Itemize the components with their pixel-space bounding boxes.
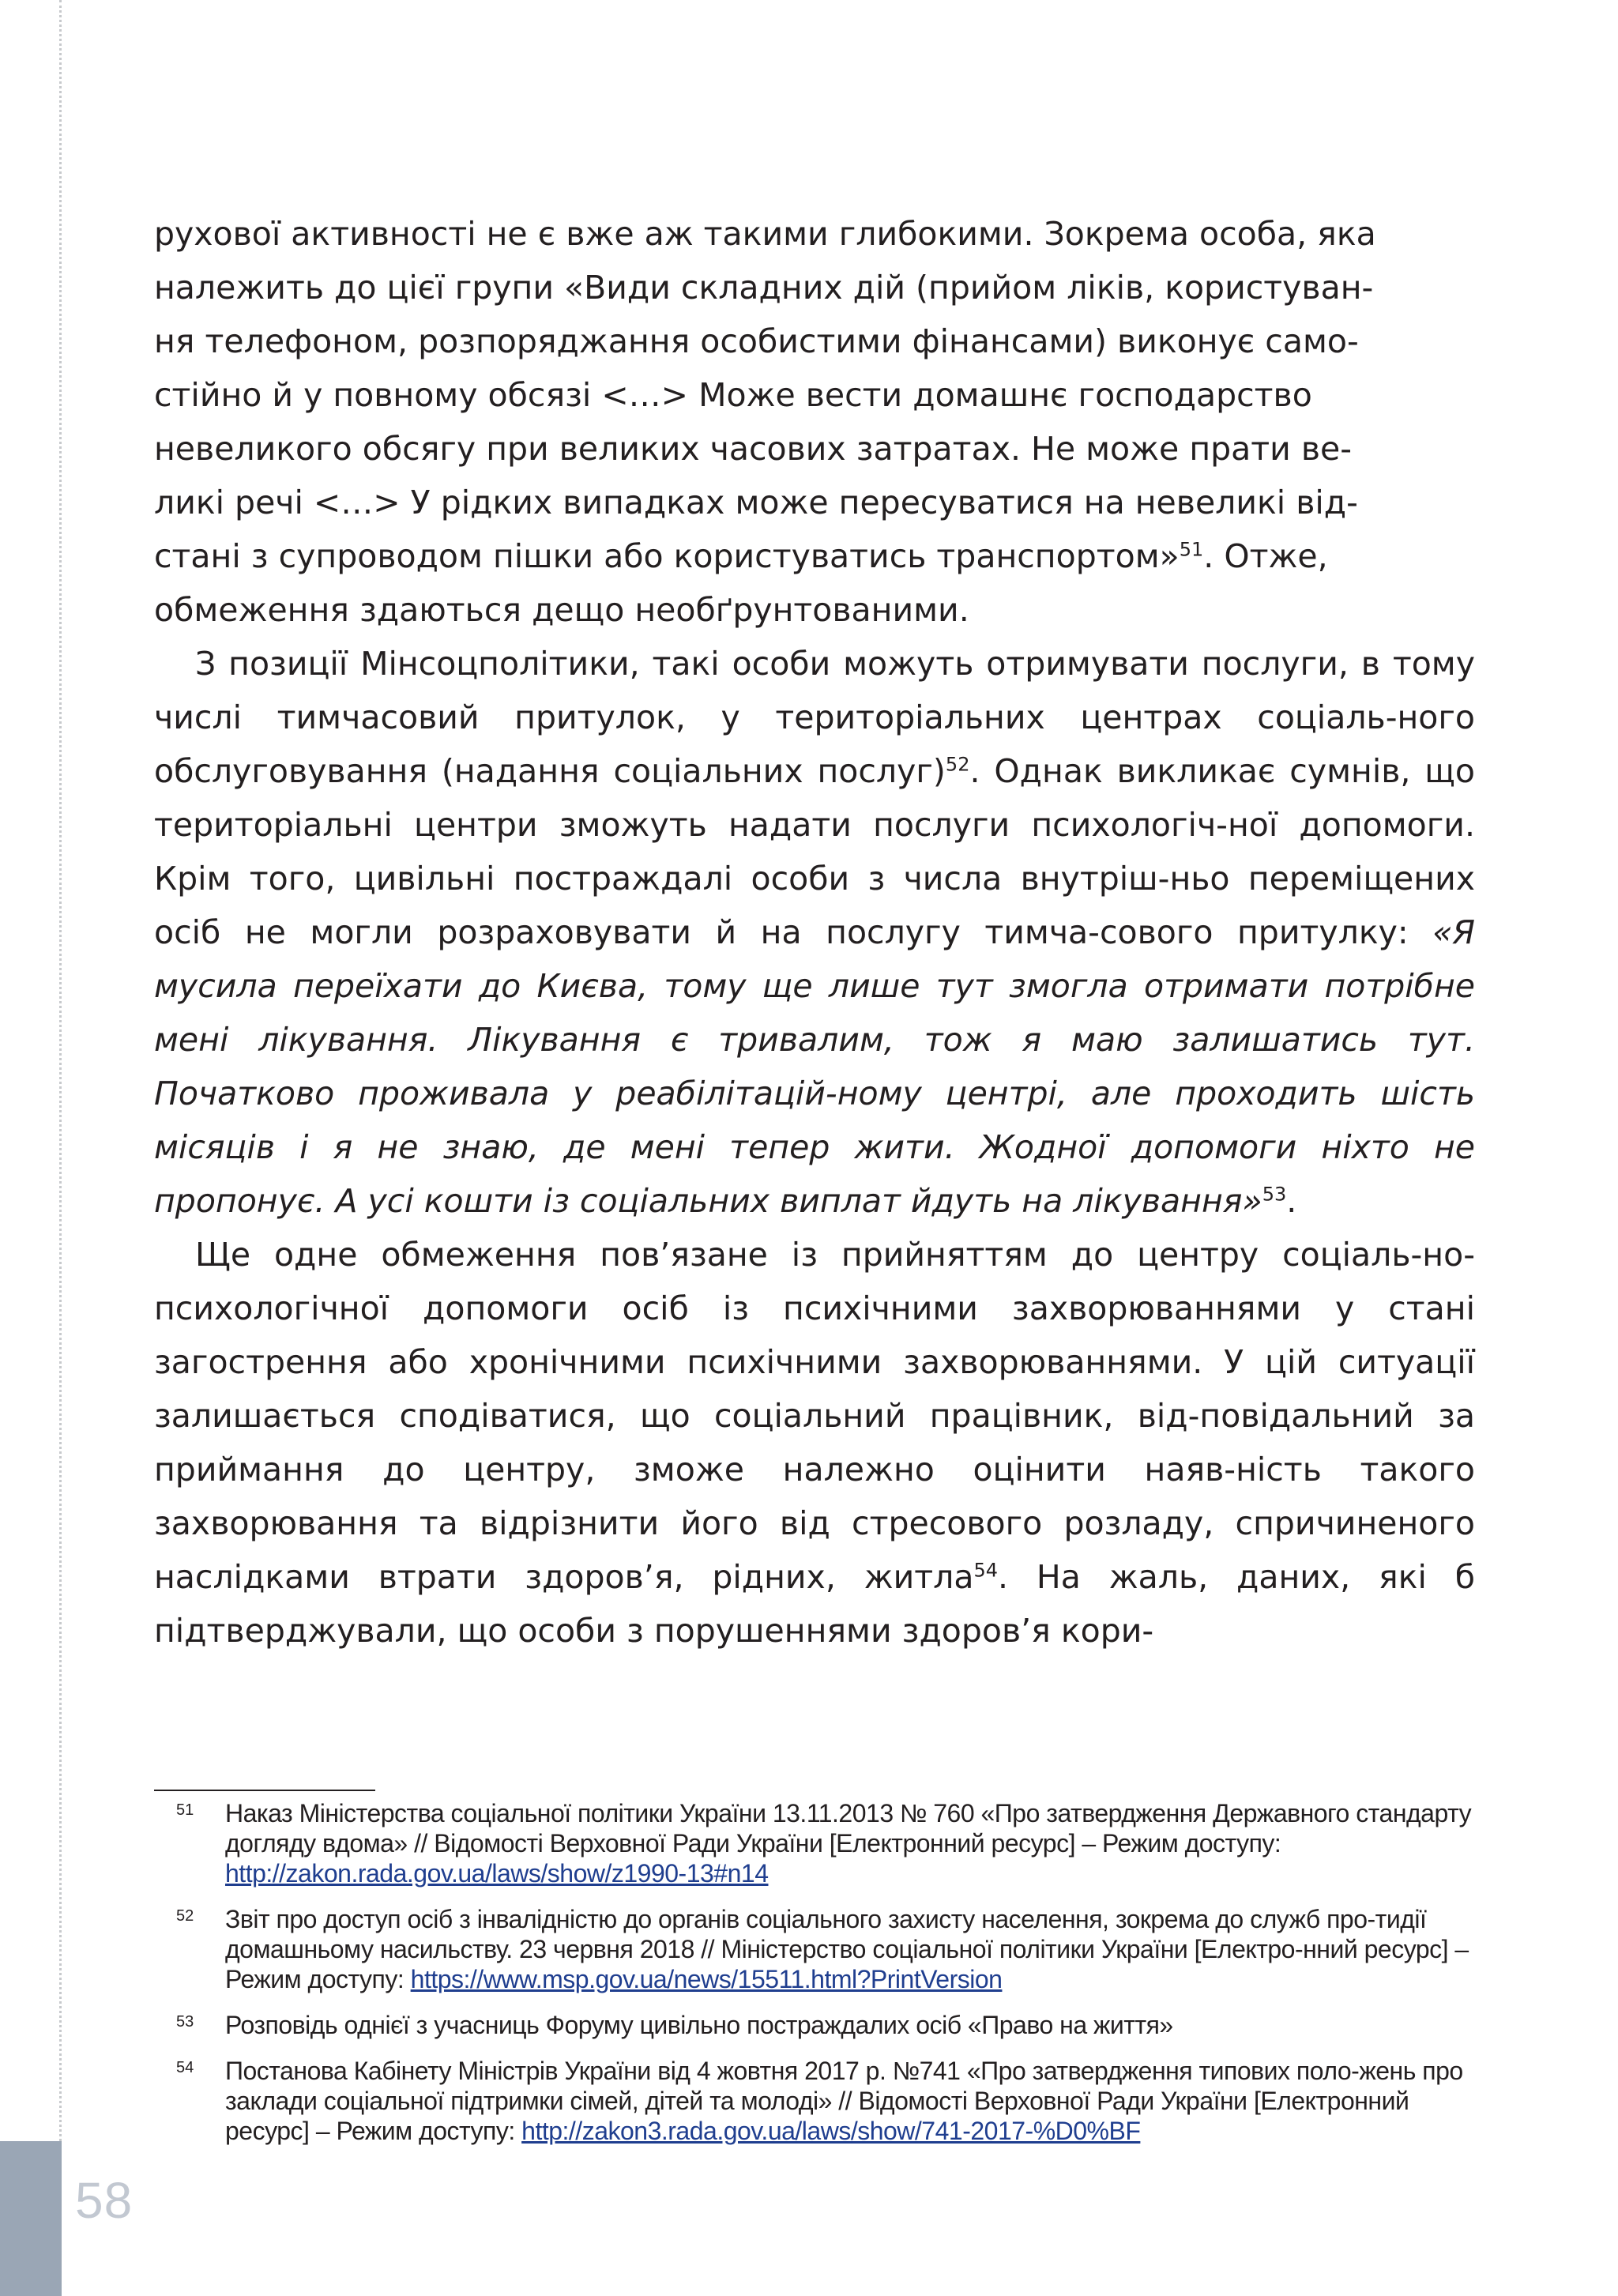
footnote-51 (154, 1798, 1475, 1888)
paragraph-2 (154, 637, 1475, 1228)
footnotes (154, 1798, 1475, 2162)
page-number: 58 (75, 2172, 134, 2229)
footnote-body: Постанова Кабінету Міністрів України від 4 жовтня 2017 р. №741 «Про затвердження типових поло-жень про заклади соціальної підтримки сімей, дітей та молоді» // Відомості Верховної Ради України [Електронний ресурс] – Режим доступу: (225, 2057, 1463, 2145)
footnote-ref-53[interactable]: 53 (1262, 1183, 1287, 1206)
footnote-link[interactable]: http://zakon.rada.gov.ua/laws/show/z1990-13#n14 (225, 1859, 769, 1888)
body-text (154, 207, 1475, 1658)
paragraph-text: . Однак викликає сумнів, що територіальні центри зможуть надати послуги психологіч-ної допомоги. Крім того, цивільні постраждалі особи з числа внутріш-ньо переміщених осіб не могли розраховувати й на послугу тимча-сового притулку: (154, 752, 1476, 951)
footnote-number: 53 (176, 2013, 194, 2031)
footnote-body: Звіт про доступ осіб з інвалідністю до органів соціального захисту населення, зокрема до служб про-тидії домашньому насильству. 23 червня 2018 // Міністерство соціальної політики України [Електро-нний ресурс] – Режим доступу: (225, 1905, 1469, 1993)
footnote-53 (154, 2010, 1475, 2040)
text-line: ня телефоном, розпоряджання особистими фінансами) виконує само- (154, 322, 1359, 360)
footnote-ref-54[interactable]: 54 (973, 1559, 999, 1582)
footnote-link[interactable]: https://www.msp.gov.ua/news/15511.html?PrintVersion (410, 1965, 1003, 1993)
footnote-52 (154, 1904, 1475, 1994)
paragraph-text: . (1286, 1182, 1297, 1220)
footnote-separator (154, 1790, 375, 1791)
testimony-quote: «Я мусила переїхати до Києва, тому ще лише тут змогла отримати потрібне мені лікування. Лікування є тривалим, тож я маю залишатись тут. Початково проживала у реабілітацій-ному центрі, але проходить шість місяців і я не знаю, де мені тепер жити. Жодної допомоги ніхто не пропонує. А усі кошти із соціальних виплат йдуть на лікування» (154, 913, 1475, 1220)
paragraph-3 (154, 1228, 1475, 1658)
text-line: обмеження здаються дещо необґрунтованими. (154, 591, 969, 629)
footnote-text (225, 1798, 1475, 1888)
footnote-ref-52[interactable]: 52 (945, 753, 970, 776)
text-line: ликі речі <…> У рідких випадках може пересуватися на невеликі від- (154, 484, 1358, 521)
footnote-54 (154, 2056, 1475, 2146)
text-line: рухової активності не є вже аж такими глибокими. Зокрема особа, яка (154, 215, 1376, 253)
paragraph-text: З позиції Мінсоцполітики, такі особи можуть отримувати послуги, в тому числі тимчасовий притулок, у територіальних центрах соціаль-ного обслуговування (надання соціальних послуг) (154, 645, 1475, 790)
text-line: . Отже, (1203, 537, 1328, 575)
margin-color-band (0, 2141, 62, 2296)
footnote-number: 52 (176, 1907, 194, 1925)
text-line: невеликого обсягу при великих часових затратах. Не може прати ве- (154, 430, 1353, 468)
text-line: стійно й у повному обсязі <…> Може вести домашнє господарство (154, 376, 1312, 414)
footnote-body: Розповідь однієї з учасниць Форуму цивільно постраждалих осіб «Право на життя» (225, 2011, 1173, 2039)
paragraph-1 (154, 207, 1475, 637)
paragraph-text: . На жаль, даних, які б підтверджували, що особи з порушеннями здоров’я кори- (154, 1558, 1475, 1650)
footnote-ref-51[interactable]: 51 (1179, 538, 1204, 561)
footnote-text (225, 2010, 1475, 2040)
footnote-text (225, 2056, 1475, 2146)
text-line: належить до цієї групи «Види складних дій (прийом ліків, користуван- (154, 269, 1374, 307)
footnote-link[interactable]: http://zakon3.rada.gov.ua/laws/show/741-2017-%D0%BF (521, 2117, 1141, 2145)
footnote-text (225, 1904, 1475, 1994)
footnote-number: 51 (176, 1801, 194, 1819)
text-line: стані з супроводом пішки або користуватись транспортом» (154, 537, 1180, 575)
margin-guide-line (59, 0, 62, 2141)
paragraph-text: Ще одне обмеження пов’язане із прийняттям до центру соціаль-но-психологічної допомоги осіб із психічними захворюваннями у стані загострення або хронічними психічними захворюваннями. У цій ситуації залишається сподіватися, що соціальний працівник, від-повідальний за приймання до центру, зможе належно оцінити наяв-ність такого захворювання та відрізнити його від стресового розладу, спричиненого наслідками втрати здоров’я, рідних, житла (154, 1236, 1475, 1596)
footnote-body: Наказ Міністерства соціальної політики України 13.11.2013 № 760 «Про затвердження Державного стандарту догляду вдома» // Відомості Верховної Ради України [Електронний ресурс] – Режим доступу: (225, 1799, 1472, 1858)
footnote-number: 54 (176, 2059, 194, 2076)
